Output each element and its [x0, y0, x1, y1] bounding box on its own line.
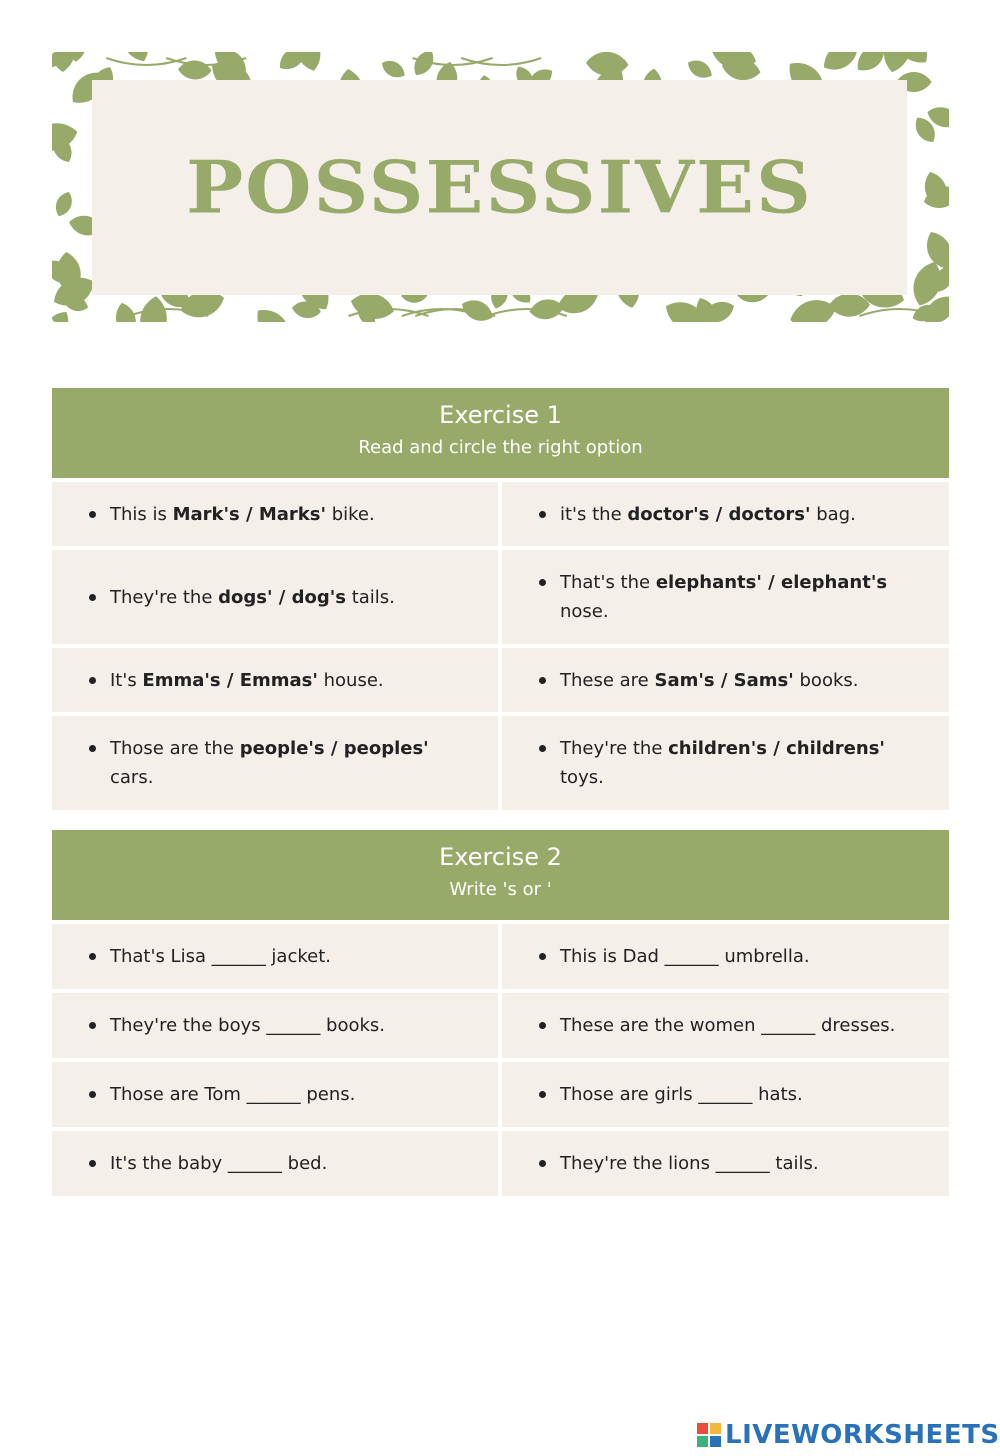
- option-choice[interactable]: children's / childrens': [668, 738, 885, 759]
- exercise-2-item[interactable]: Those are girls ______ hats.: [502, 1062, 949, 1127]
- exercise-1-row: [52, 648, 949, 712]
- exercise-2-item[interactable]: This is Dad ______ umbrella.: [502, 924, 949, 989]
- option-choice[interactable]: Emma's / Emmas': [142, 669, 318, 691]
- exercise-1-header: [52, 388, 949, 478]
- title-banner: [52, 52, 949, 322]
- bullet-icon: [539, 745, 546, 752]
- exercise-2-item[interactable]: They're the boys ______ books.: [52, 993, 498, 1058]
- exercise-2: [52, 830, 949, 1196]
- exercise-2-header: [52, 830, 949, 920]
- option-choice[interactable]: Mark's / Marks': [172, 503, 326, 525]
- leaf-icon: [409, 52, 438, 79]
- bullet-icon: [89, 953, 96, 960]
- exercise-1-item: Those are the people's / peoples' cars.: [52, 716, 498, 810]
- exercise-1-item: This is Mark's / Marks' bike.: [52, 482, 498, 546]
- exercise-1-item: it's the doctor's / doctors' bag.: [502, 482, 949, 546]
- leaf-icon: [249, 302, 297, 322]
- exercise-1-item: It's Emma's / Emmas' house.: [52, 648, 498, 712]
- exercise-2-row: [52, 993, 949, 1058]
- exercise-2-title: Exercise 2: [439, 843, 562, 871]
- bullet-icon: [539, 1160, 546, 1167]
- exercise-1-row: [52, 550, 949, 644]
- bullet-icon: [539, 1022, 546, 1029]
- page-title: POSSESSIVES: [186, 145, 813, 230]
- logo-text: LIVEWORKSHEETS: [725, 1420, 1000, 1450]
- exercise-1-item: These are Sam's / Sams' books.: [502, 648, 949, 712]
- option-choice[interactable]: people's / peoples': [239, 738, 429, 759]
- liveworksheets-logo[interactable]: [697, 1420, 1000, 1450]
- leaf-icon: [52, 189, 76, 219]
- option-choice[interactable]: Sam's / Sams': [654, 669, 794, 691]
- exercise-2-item[interactable]: Those are Tom ______ pens.: [52, 1062, 498, 1127]
- exercise-1-item: They're the children's / childrens' toys.: [502, 716, 949, 810]
- bullet-icon: [89, 677, 96, 684]
- bullet-icon: [89, 1091, 96, 1098]
- option-choice[interactable]: doctor's / doctors': [627, 503, 811, 525]
- bullet-icon: [539, 579, 546, 586]
- exercise-1-row: [52, 482, 949, 546]
- leaf-icon: [684, 56, 715, 83]
- bullet-icon: [89, 745, 96, 752]
- bullet-icon: [539, 511, 546, 518]
- exercise-2-row: [52, 1131, 949, 1196]
- bullet-icon: [539, 677, 546, 684]
- exercise-1: [52, 388, 949, 810]
- bullet-icon: [539, 953, 546, 960]
- option-choice[interactable]: dogs' / dog's: [218, 586, 346, 608]
- option-choice[interactable]: elephants' / elephant's: [655, 572, 888, 593]
- exercise-2-instruction: Write 's or ': [449, 879, 552, 900]
- leaf-icon: [113, 301, 140, 322]
- exercise-1-item: That's the elephants' / elephant's nose.: [502, 550, 949, 644]
- exercise-1-item: They're the dogs' / dog's tails.: [52, 550, 498, 644]
- exercise-1-instruction: Read and circle the right option: [358, 437, 643, 458]
- exercise-2-item[interactable]: These are the women ______ dresses.: [502, 993, 949, 1058]
- exercise-1-title: Exercise 1: [439, 401, 562, 429]
- leaf-icon: [818, 52, 864, 77]
- liveworksheets-logo-icon: [697, 1423, 721, 1447]
- leaf-icon: [378, 56, 408, 81]
- title-box: [92, 80, 907, 295]
- exercise-2-item[interactable]: It's the baby ______ bed.: [52, 1131, 498, 1196]
- bullet-icon: [89, 594, 96, 601]
- exercise-2-item[interactable]: They're the lions ______ tails.: [502, 1131, 949, 1196]
- bullet-icon: [89, 1160, 96, 1167]
- leaf-icon: [52, 52, 75, 72]
- exercise-2-row: [52, 924, 949, 989]
- bullet-icon: [539, 1091, 546, 1098]
- bullet-icon: [89, 1022, 96, 1029]
- bullet-icon: [89, 511, 96, 518]
- exercise-1-row: [52, 716, 949, 810]
- exercise-2-row: [52, 1062, 949, 1127]
- exercise-2-item[interactable]: That's Lisa ______ jacket.: [52, 924, 498, 989]
